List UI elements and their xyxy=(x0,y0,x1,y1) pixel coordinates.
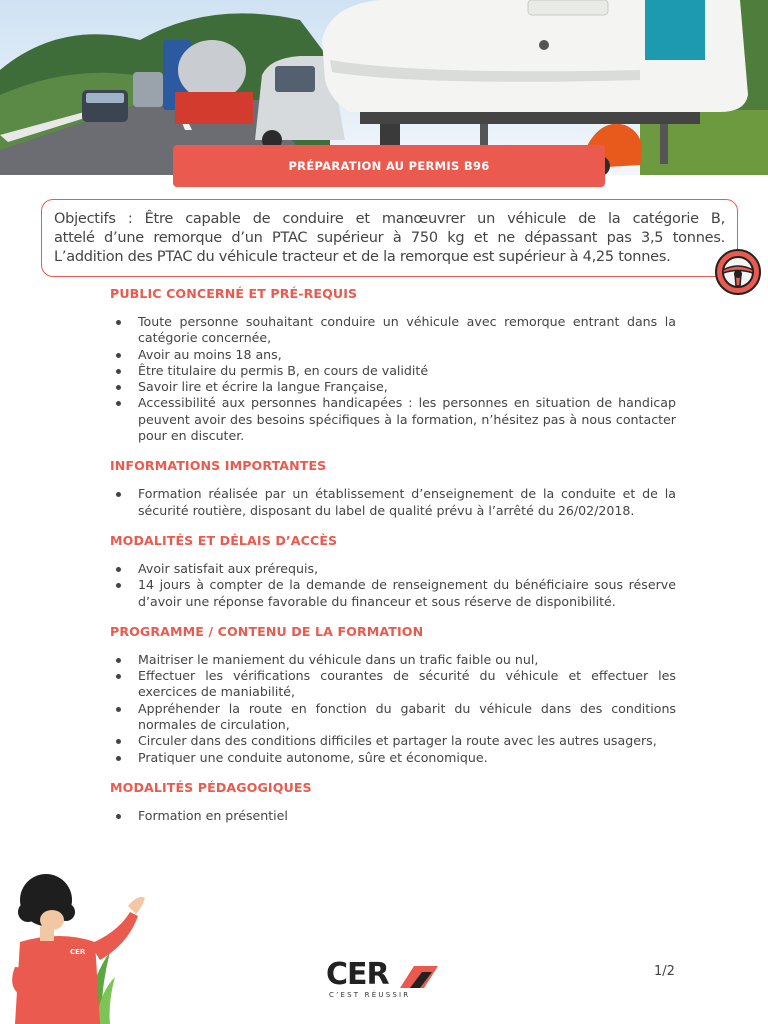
objectives-box xyxy=(41,199,738,277)
section-public xyxy=(110,286,676,444)
list-item: Avoir satisfait aux prérequis, xyxy=(110,561,676,577)
objectives-line-3: L’addition des PTAC du véhicule tracteur et de la remorque est supérieur à 4,25 tonnes. xyxy=(54,249,671,265)
list-item: Toute personne souhaitant conduire un véhicule avec remorque entrant dans la catégorie concernée, xyxy=(110,314,676,347)
bullet-list xyxy=(110,561,676,610)
logo-tagline: C’EST RÉUSSIR xyxy=(329,991,411,999)
list-item: Pratiquer une conduite autonome, sûre et économique. xyxy=(110,750,676,766)
page-number: 1/2 xyxy=(654,964,675,979)
section-programme xyxy=(110,624,676,766)
logo-slash-icon xyxy=(396,966,438,988)
section-heading: PUBLIC CONCERNÉ ET PRÉ-REQUIS xyxy=(110,286,358,301)
logo-brand: CER xyxy=(326,957,389,992)
steering-wheel-icon xyxy=(714,248,762,296)
section-heading: MODALITÉS ET DÉLAIS D’ACCÈS xyxy=(110,532,338,548)
person-illustration xyxy=(0,872,150,1024)
bullet-list xyxy=(110,486,676,519)
section-heading: PROGRAMME / CONTENU DE LA FORMATION xyxy=(110,623,424,639)
section-heading: INFORMATIONS IMPORTANTES xyxy=(110,458,327,474)
section-pedagogiques xyxy=(110,780,676,824)
list-item: 14 jours à compter de la demande de renseignement du bénéficiaire sous réserve d’avoir une réponse favorable du financeur et sous réserve de disponibilité. xyxy=(110,577,676,610)
section-informations xyxy=(110,458,676,519)
content xyxy=(110,286,676,838)
section-modalites-acces xyxy=(110,533,676,610)
objectives-line-2: attelé d’une remorque d’un PTAC supérieur à 750 kg et ne dépassant pas 3,5 tonnes. xyxy=(54,230,725,246)
cer-logo xyxy=(326,957,442,1004)
bullet-list xyxy=(110,808,676,824)
bullet-list xyxy=(110,314,676,444)
section-heading: MODALITÉS PÉDAGOGIQUES xyxy=(110,779,312,795)
list-item: Formation réalisée par un établissement d’enseignement de la conduite et de la sécurité routière, disposant du label de qualité prévu à l’arrêté du 26/02/2018. xyxy=(110,486,676,519)
page-title: PRÉPARATION AU PERMIS B96 xyxy=(173,145,605,187)
list-item: Être titulaire du permis B, en cours de validité xyxy=(110,363,676,379)
list-item: Avoir au moins 18 ans, xyxy=(110,347,676,363)
shirt-logo: CER xyxy=(70,948,86,956)
bullet-list xyxy=(110,652,676,766)
list-item: Maitriser le maniement du véhicule dans un trafic faible ou nul, xyxy=(110,652,676,668)
list-item: Effectuer les vérifications courantes de sécurité du véhicule et effectuer les exercices de maniabilité, xyxy=(110,668,676,701)
list-item: Savoir lire et écrire la langue Française, xyxy=(110,379,676,395)
list-item: Circuler dans des conditions difficiles et partager la route avec les autres usagers, xyxy=(110,733,676,749)
list-item: Accessibilité aux personnes handicapées : les personnes en situation de handicap peuvent avoir des besoins spécifiques à la formation, n’hésitez pas à nous contacter pour en discuter. xyxy=(110,395,676,444)
list-item: Appréhender la route en fonction du gabarit du véhicule dans des conditions normales de circulation, xyxy=(110,701,676,734)
list-item: Formation en présentiel xyxy=(110,808,676,824)
objectives-line-1: Objectifs : Être capable de conduire et manœuvrer un véhicule de la catégorie B, xyxy=(54,211,725,227)
